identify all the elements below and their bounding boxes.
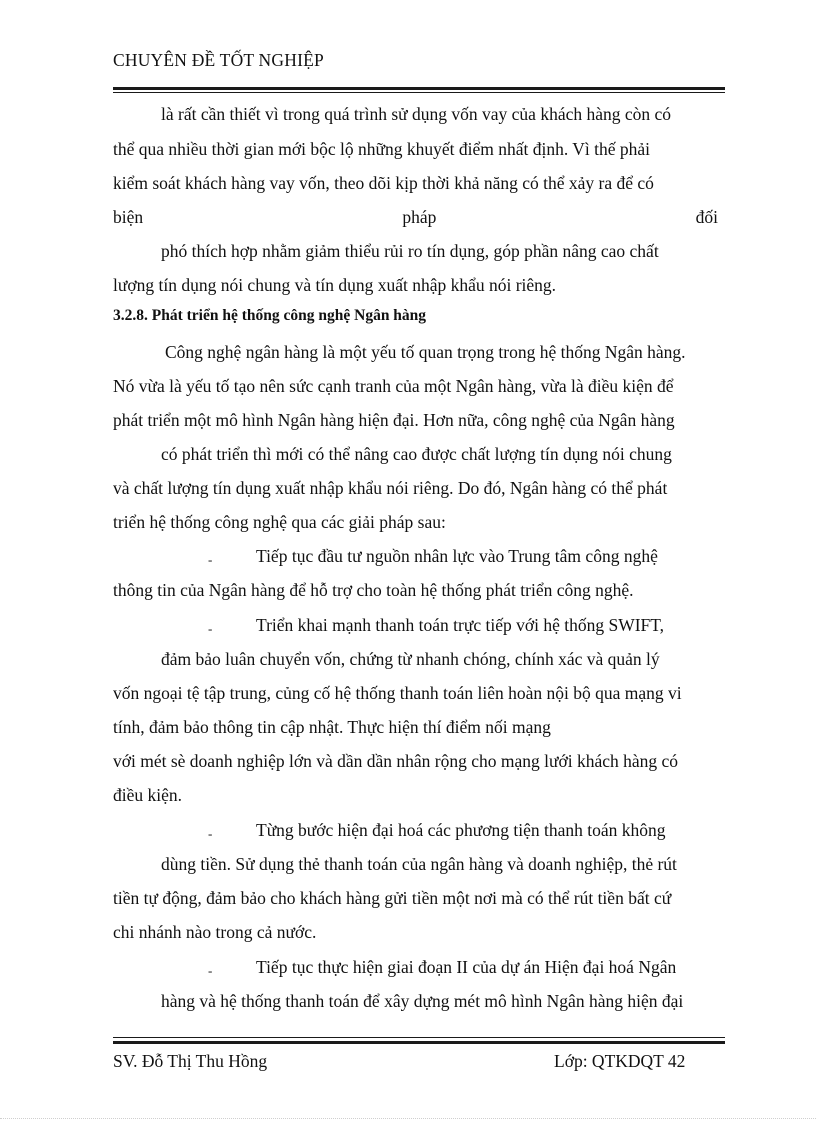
bullet-marker: -: [208, 552, 213, 567]
text-line: tính, đảm bảo thông tin cập nhật. Thực hiện thí điểm nối mạng: [113, 717, 551, 737]
footer-rule-thin: [113, 1037, 725, 1038]
footer-student-name: SV. Đỗ Thị Thu Hồng: [113, 1051, 268, 1071]
page-bottom-dotted-border: [0, 1118, 816, 1119]
text-line: Nó vừa là yếu tố tạo nên sức cạnh tranh của một Ngân hàng, vừa là điều kiện để: [113, 376, 674, 396]
text-line: điều kiện.: [113, 785, 183, 805]
header-title: CHUYÊN ĐỀ TỐT NGHIỆP: [113, 50, 324, 70]
bullet-marker: -: [208, 621, 213, 636]
text-line: Triển khai mạnh thanh toán trực tiếp với hệ thống SWIFT,: [256, 615, 665, 635]
word: đối: [695, 207, 718, 227]
word: pháp: [402, 207, 437, 227]
text-line: kiểm soát khách hàng vay vốn, theo dõi kịp thời khả năng có thể xảy ra để có: [113, 173, 654, 193]
text-line: đảm bảo luân chuyển vốn, chứng từ nhanh chóng, chính xác và quản lý: [161, 649, 660, 669]
footer-rule-thick: [113, 1041, 725, 1044]
text-line: triển hệ thống công nghệ qua các giải pháp sau:: [113, 512, 446, 532]
text-line: thông tin của Ngân hàng để hỗ trợ cho toàn hệ thống phát triển công nghệ.: [113, 580, 634, 600]
text-line: là rất cần thiết vì trong quá trình sử dụng vốn vay của khách hàng còn có: [161, 104, 672, 124]
text-line: Tiếp tục thực hiện giai đoạn II của dự án Hiện đại hoá Ngân: [256, 957, 677, 977]
text-line-justified: [113, 207, 718, 227]
text-line: Công nghệ ngân hàng là một yếu tố quan trọng trong hệ thống Ngân hàng.: [165, 342, 686, 362]
bullet-marker: -: [208, 963, 213, 978]
text-line: dùng tiền. Sử dụng thẻ thanh toán của ngân hàng và doanh nghiệp, thẻ rút: [161, 854, 677, 874]
text-line: phó thích hợp nhằm giảm thiểu rủi ro tín dụng, góp phần nâng cao chất: [161, 241, 659, 261]
text-line: Tiếp tục đầu tư nguồn nhân lực vào Trung tâm công nghệ: [256, 546, 658, 566]
text-line: chi nhánh nào trong cả nước.: [113, 922, 317, 942]
text-line: tiền tự động, đảm bảo cho khách hàng gửi tiền một nơi mà có thể rút tiền bất cứ: [113, 888, 672, 908]
text-line: và chất lượng tín dụng xuất nhập khẩu nói riêng. Do đó, Ngân hàng có thể phát: [113, 478, 668, 498]
text-line: với mét sè doanh nghiệp lớn và dần dần nhân rộng cho mạng lưới khách hàng có: [113, 751, 679, 771]
text-line: có phát triển thì mới có thể nâng cao được chất lượng tín dụng nói chung: [161, 444, 672, 464]
footer-class: Lớp: QTKDQT 42: [554, 1051, 686, 1071]
text-line: lượng tín dụng nói chung và tín dụng xuất nhập khẩu nói riêng.: [113, 275, 557, 295]
text-line: thể qua nhiều thời gian mới bộc lộ những khuyết điểm nhất định. Vì thế phải: [113, 139, 651, 159]
text-line: Từng bước hiện đại hoá các phương tiện thanh toán không: [256, 820, 666, 840]
section-heading: 3.2.8. Phát triển hệ thống công nghệ Ngân hàng: [113, 307, 427, 324]
header-rule-thick: [113, 87, 725, 90]
text-line: hàng và hệ thống thanh toán để xây dựng mét mô hình Ngân hàng hiện đại: [161, 991, 684, 1011]
text-line: phát triển một mô hình Ngân hàng hiện đại. Hơn nữa, công nghệ của Ngân hàng: [113, 410, 675, 430]
text-line: vốn ngoại tệ tập trung, củng cố hệ thống thanh toán liên hoàn nội bộ qua mạng vi: [113, 683, 682, 703]
word: biện: [113, 207, 144, 227]
bullet-marker: -: [208, 826, 213, 841]
header-rule-thin: [113, 92, 725, 93]
